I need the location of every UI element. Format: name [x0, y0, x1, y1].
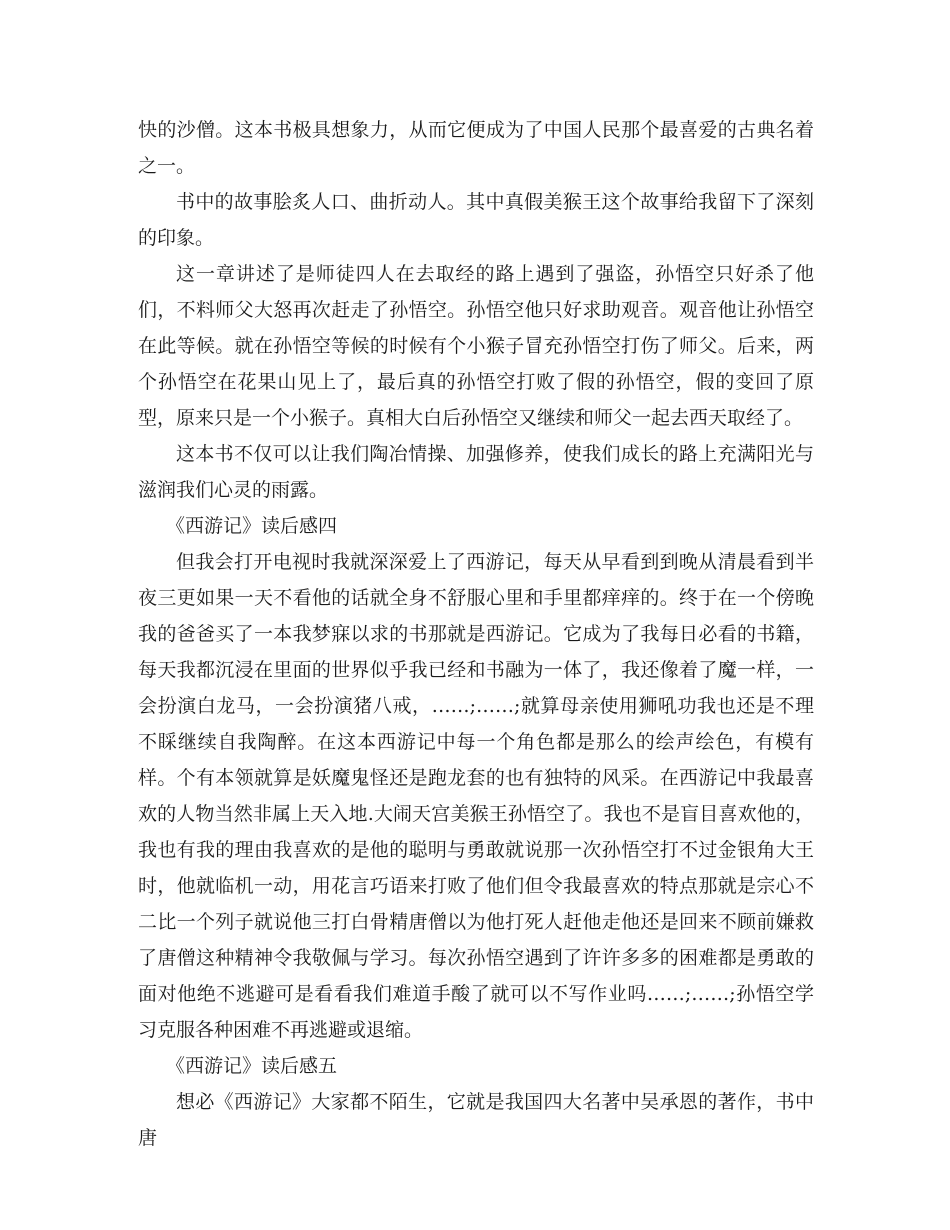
paragraph: 这一章讲述了是师徒四人在去取经的路上遇到了强盗，孙悟空只好杀了他们，不料师父大怒再次赶走了孙悟空。孙悟空他只好求助观音。观音他让孙悟空在此等候。就在孙悟空等候的时候有个小猴子冒充孙悟空打伤了师父。后来，两个孙悟空在花果山见上了，最后真的孙悟空打败了假的孙悟空，假的变回了原型，原来只是一个小猴子。真相大白后孙悟空又继续和师父一起去西天取经了。 [138, 263, 814, 429]
section-heading: 《西游记》读后感四 [166, 515, 338, 537]
paragraph: 书中的故事脍炙人口、曲折动人。其中真假美猴王这个故事给我留下了深刻的印象。 [138, 191, 814, 249]
section-heading: 《西游记》读后感五 [166, 1055, 338, 1077]
paragraph: 这本书不仅可以让我们陶冶情操、加强修养，使我们成长的路上充满阳光与滋润我们心灵的雨露。 [138, 443, 814, 501]
document-body [138, 112, 814, 1156]
paragraph-continuation: 快的沙僧。这本书极具想象力，从而它便成为了中国人民那个最喜爱的古典名着之一。 [138, 119, 814, 177]
paragraph: 想必《西游记》大家都不陌生，它就是我国四大名著中吴承恩的著作，书中唐 [138, 1091, 814, 1149]
paragraph: 但我会打开电视时我就深深爱上了西游记，每天从早看到到晚从清晨看到半夜三更如果一天不看他的话就全身不舒服心里和手里都痒痒的。终于在一个傍晚我的爸爸买了一本我梦寐以求的书那就是西游记。它成为了我每日必看的书籍，每天我都沉浸在里面的世界似乎我已经和书融为一体了，我还像着了魔一样，一会扮演白龙马，一会扮演猪八戒，……;……;就算母亲使用狮吼功我也还是不理不睬继续自我陶醉。在这本西游记中每一个角色都是那么的绘声绘色，有模有样。个有本领就算是妖魔鬼怪还是跑龙套的也有独特的风采。在西游记中我最喜欢的人物当然非属上天入地.大闹天宫美猴王孙悟空了。我也不是盲目喜欢他的，我也有我的理由我喜欢的是他的聪明与勇敢就说那一次孙悟空打不过金银角大王时，他就临机一动，用花言巧语来打败了他们但令我最喜欢的特点那就是宗心不二比一个列子就说他三打白骨精唐僧以为他打死人赶他走他还是回来不顾前嫌救了唐僧这种精神令我敬佩与学习。每次孙悟空遇到了许许多多的困难都是勇敢的面对他绝不逃避可是看看我们难道手酸了就可以不写作业吗……;……;孙悟空学习克服各种困难不再逃避或退缩。 [138, 551, 814, 1041]
